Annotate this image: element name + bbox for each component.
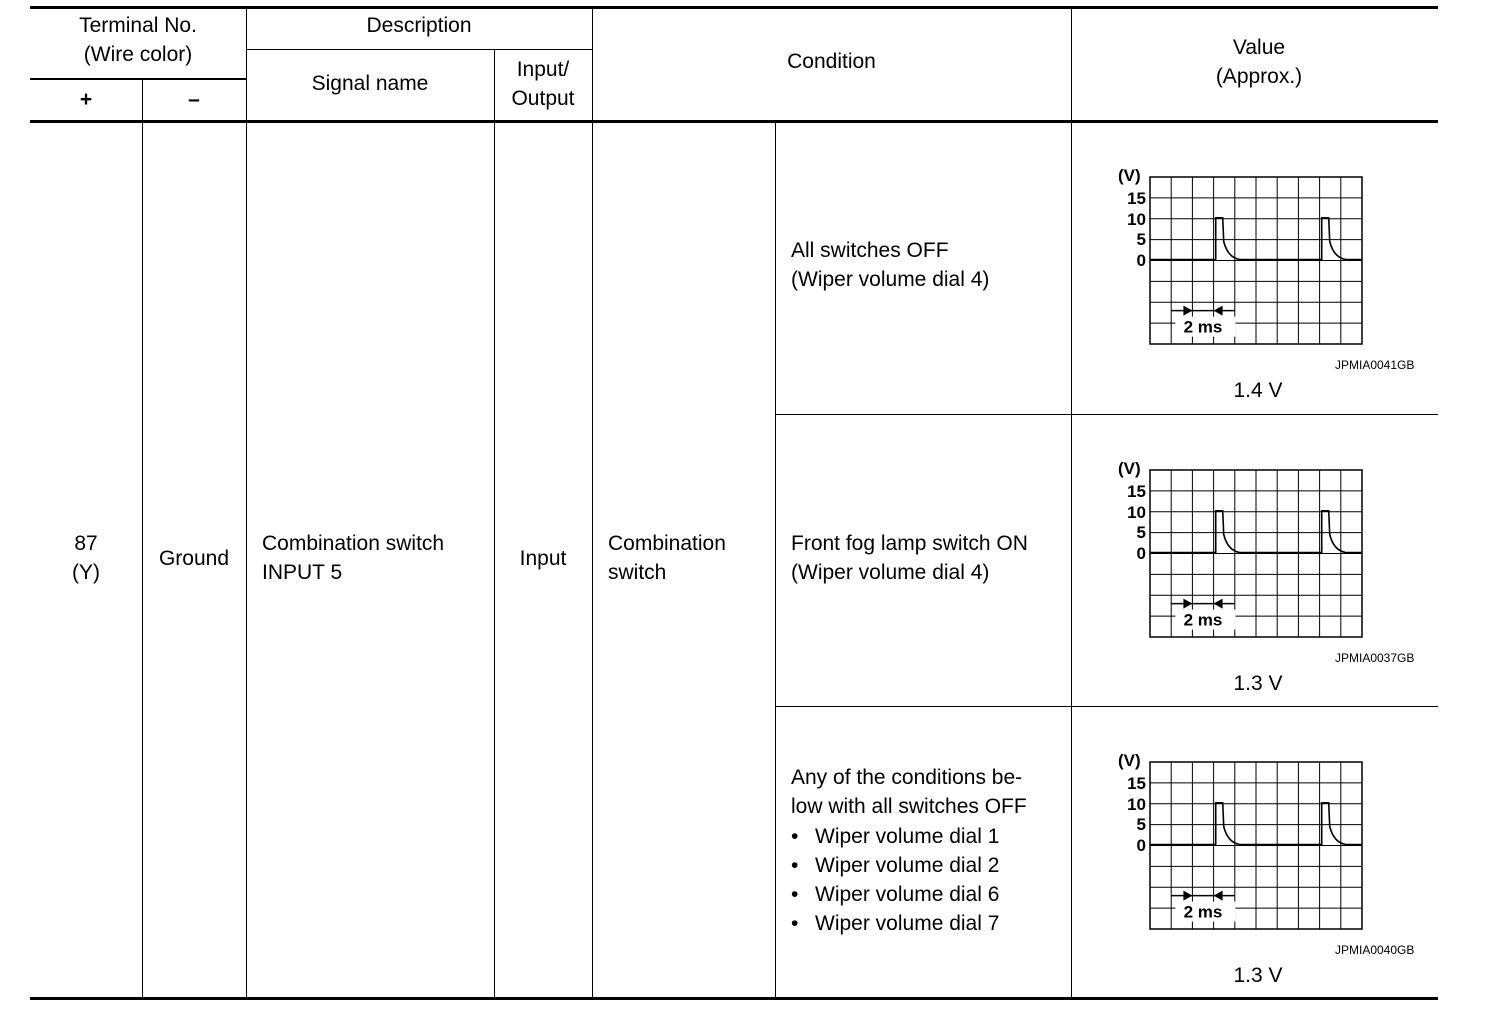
scope-y-tick-label: 10 [1127, 795, 1146, 814]
condition-3-bullet-item [791, 909, 999, 938]
condition-3-bullet-item [791, 851, 999, 880]
col-divider [775, 121, 776, 998]
header-bottom-border [30, 120, 1438, 123]
condition-main-line2: switch [608, 561, 667, 584]
col-divider [494, 49, 495, 998]
scope-y-tick-label: 5 [1136, 815, 1146, 834]
scope-time-arrow-icon [1183, 599, 1192, 609]
value-1: 1.4 V [1233, 379, 1283, 402]
figure-code-3: JPMIA0040GB [1335, 943, 1415, 957]
row-divider [775, 414, 1438, 415]
header-io-line1: Input/ [516, 58, 570, 81]
bullet-text: Wiper volume dial 1 [815, 825, 1000, 848]
header-wire-color: (Wire color) [83, 43, 193, 66]
header-minus: – [188, 88, 200, 111]
scope-time-label: 2 ms [1183, 902, 1223, 922]
scope-y-tick-label: 15 [1127, 774, 1146, 793]
scope-unit-label: (V) [1118, 166, 1141, 185]
scope-unit-label: (V) [1118, 751, 1141, 770]
col-divider [1071, 8, 1072, 998]
condition-3-bullet-item [791, 822, 999, 851]
scope-y-tick-label: 0 [1136, 251, 1146, 270]
scope-time-arrow-icon [1214, 891, 1223, 901]
col-divider [142, 78, 143, 998]
bullet-text: Wiper volume dial 6 [815, 883, 1000, 906]
bullet-icon: • [791, 854, 799, 877]
value-3: 1.3 V [1233, 964, 1283, 987]
scope-time-arrow-icon [1214, 306, 1223, 316]
header-description: Description [366, 14, 472, 37]
value-2: 1.3 V [1233, 672, 1283, 695]
scope-time-arrow-icon [1183, 891, 1192, 901]
description-subheader-line [246, 49, 592, 50]
condition-3-line2: low with all switches OFF [791, 795, 1027, 818]
scope-y-tick-label: 10 [1127, 503, 1146, 522]
terminal-subheader-line [30, 78, 246, 80]
row-divider [775, 706, 1438, 707]
figure-code-2: JPMIA0037GB [1335, 651, 1415, 665]
col-divider [246, 8, 247, 998]
condition-2-line1: Front fog lamp switch ON [791, 532, 1028, 555]
scope-y-tick-label: 10 [1127, 210, 1146, 229]
condition-1-line1: All switches OFF [791, 239, 949, 262]
condition-3-bullet-item [791, 880, 999, 909]
bullet-text: Wiper volume dial 7 [815, 912, 1000, 935]
col-divider [592, 8, 593, 998]
scope-time-arrow-icon [1214, 599, 1223, 609]
condition-3-line1: Any of the conditions be- [791, 766, 1023, 789]
terminal-plus-color: (Y) [72, 561, 100, 584]
condition-main-line1: Combination [608, 532, 726, 555]
header-value-line1: Value [1232, 36, 1286, 59]
oscilloscope-waveform-1 [1110, 162, 1380, 352]
terminal-minus: Ground [158, 547, 230, 570]
header-plus: + [79, 88, 93, 111]
bullet-icon: • [791, 883, 799, 906]
header-io-line2: Output [511, 87, 575, 110]
scope-y-tick-label: 15 [1127, 189, 1146, 208]
header-signal-name: Signal name [311, 72, 429, 95]
scope-y-tick-label: 5 [1136, 523, 1146, 542]
condition-2-line2: (Wiper volume dial 4) [791, 561, 990, 584]
scope-time-label: 2 ms [1183, 317, 1223, 337]
scope-y-tick-label: 0 [1136, 544, 1146, 563]
oscilloscope-waveform-2 [1110, 455, 1380, 645]
scope-time-label: 2 ms [1183, 610, 1223, 630]
header-condition: Condition [787, 50, 876, 73]
oscilloscope-waveform-3 [1110, 747, 1380, 937]
table-bottom-border [30, 997, 1438, 1000]
condition-1-line2: (Wiper volume dial 4) [791, 268, 990, 291]
scope-unit-label: (V) [1118, 459, 1141, 478]
terminal-plus-number: 87 [74, 532, 98, 555]
scope-y-tick-label: 0 [1136, 836, 1146, 855]
bullet-icon: • [791, 825, 799, 848]
header-value-line2: (Approx.) [1215, 65, 1303, 88]
bullet-text: Wiper volume dial 2 [815, 854, 1000, 877]
io-value: Input [519, 547, 567, 570]
figure-code-1: JPMIA0041GB [1335, 358, 1415, 372]
header-terminal: Terminal No. [79, 14, 197, 37]
signal-name-line1: Combination switch [262, 532, 445, 555]
scope-y-tick-label: 15 [1127, 482, 1146, 501]
scope-time-arrow-icon [1183, 306, 1192, 316]
scope-y-tick-label: 5 [1136, 230, 1146, 249]
signal-name-line2: INPUT 5 [262, 561, 343, 584]
bullet-icon: • [791, 912, 799, 935]
table-top-border [30, 6, 1438, 9]
